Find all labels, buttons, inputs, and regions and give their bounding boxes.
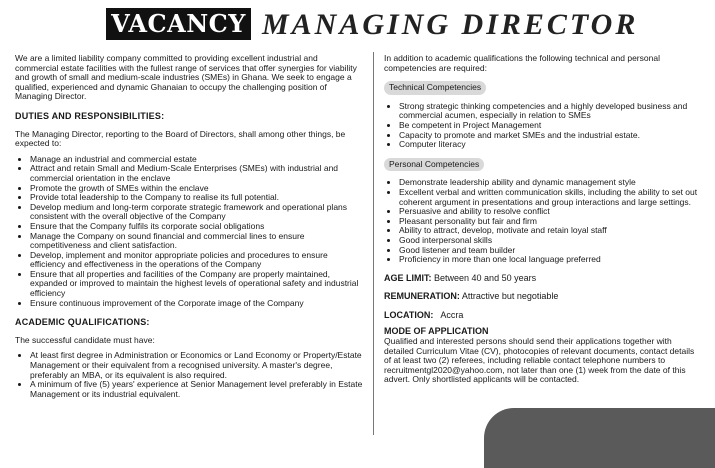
remuneration-value: Attractive but negotiable [461, 291, 559, 302]
mode-of-application-text: Qualified and interested persons should send their applications together with detailed Curriculum Vitae (CV), photocopies of relevant documents, contact details of at least two (2) referees, including reliable contact telephone numbers to recruitmentgl2020@yahoo.com, not later than one (1) week from the date of this advert. Only shortlisted applicants will be contacted. [384, 336, 695, 385]
left-column [15, 54, 363, 399]
age-value: Between 40 and 50 years [434, 272, 537, 283]
list-item: • Ensure that all properties and facilities of the Company are properly maintained, expanded or improved to maintain the highest levels of operational safety and industrial efficiency [30, 270, 363, 299]
age-label: AGE LIMIT: [384, 272, 432, 283]
location-label: LOCATION: [384, 309, 434, 320]
list-item: • Be competent in Project Management [399, 121, 702, 131]
duties-intro: The Managing Director, reporting to the Board of Directors, shall among other things, be expected to: [15, 128, 346, 149]
list-item: • Demonstrate leadership ability and dynamic management style [399, 178, 702, 188]
column-divider [373, 52, 374, 435]
list-item: • Ability to attract, develop, motivate and retain loyal staff [399, 226, 702, 236]
list-item: • At least first degree in Administration or Economics or Land Economy or Property/Estate Management or their equivalent from a recognised university. A master's degree, preferably an MBA, or its equivalent is also required. [30, 351, 363, 380]
duties-list [15, 155, 363, 309]
list-item: • Strong strategic thinking competencies and a highly developed business and commercial acumen, especially in relation to SMEs [399, 102, 702, 121]
list-item: • Persuasive and ability to resolve conflict [399, 207, 702, 217]
technical-competencies-label: Technical Competencies [384, 81, 486, 95]
personal-list [384, 178, 702, 264]
list-item: • Ensure continuous improvement of the Corporate image of the Company [30, 299, 363, 309]
list-item: • Capacity to promote and market SMEs and the industrial estate. [399, 131, 702, 141]
technical-list [384, 102, 702, 150]
location [384, 311, 702, 321]
list-item: • Develop, implement and monitor appropriate policies and procedures to ensure efficiency and effectiveness in the operations of the Company [30, 251, 363, 270]
right-column [384, 54, 702, 385]
duties-heading: DUTIES AND RESPONSIBILITIES: [15, 110, 165, 121]
list-item: • Manage an industrial and commercial estate [30, 155, 363, 165]
mode-of-application-heading: MODE OF APPLICATION [384, 326, 489, 337]
location-value: Accra [440, 309, 464, 320]
list-item: • Excellent verbal and written communication skills, including the ability to set out coherent argument in presentations and group interactions and large settings. [399, 188, 702, 207]
position-title: MANAGING DIRECTOR [262, 8, 639, 41]
competencies-intro: In addition to academic qualifications the following technical and personal competencies are required: [384, 53, 660, 73]
list-item: • Pleasant personality but fair and firm [399, 217, 702, 227]
academic-intro: The successful candidate must have: [15, 334, 155, 345]
list-item: • Computer literacy [399, 140, 702, 150]
list-item: • Good interpersonal skills [399, 236, 702, 246]
list-item: • Manage the Company on sound financial and commercial lines to ensure competitiveness and client satisfaction. [30, 232, 363, 251]
corner-decoration [484, 408, 715, 468]
academic-list [15, 351, 363, 399]
list-item: • Attract and retain Small and Medium-Scale Enterprises (SMEs) with industrial and commercial orientation in the enclave [30, 164, 363, 183]
vacancy-badge [106, 8, 251, 40]
advert-header [0, 3, 715, 47]
list-item: • Proficiency in more than one local language preferred [399, 255, 702, 265]
list-item: • Provide total leadership to the Company to realise its full potential. [30, 193, 363, 203]
remuneration [384, 292, 702, 302]
academic-heading: ACADEMIC QUALIFICATIONS: [15, 317, 150, 328]
remuneration-label: REMUNERATION: [384, 291, 460, 302]
list-item: • A minimum of five (5) years' experience at Senior Management level preferably in Estate Management or its industrial equivalent. [30, 380, 363, 399]
list-item: • Promote the growth of SMEs within the enclave [30, 184, 363, 194]
vacancy-label: VACANCY [111, 9, 246, 38]
list-item: • Good listener and team builder [399, 246, 702, 256]
company-intro: We are a limited liability company committed to providing excellent industrial and commercial estate facilities with the fullest range of services that offer synergies for viability and growth of small and medium-scale industries (SMEs) in Ghana. We seek to engage a qualified, experienced and dynamic Ghanaian to occupy the challenging position of Managing Director. [15, 53, 357, 102]
list-item: • Ensure that the Company fulfils its corporate social obligations [30, 222, 363, 232]
age-limit [384, 274, 702, 284]
personal-competencies-label: Personal Competencies [384, 158, 484, 172]
list-item: • Develop medium and long-term corporate strategic framework and operational plans consistent with the overall objective of the Company [30, 203, 363, 222]
